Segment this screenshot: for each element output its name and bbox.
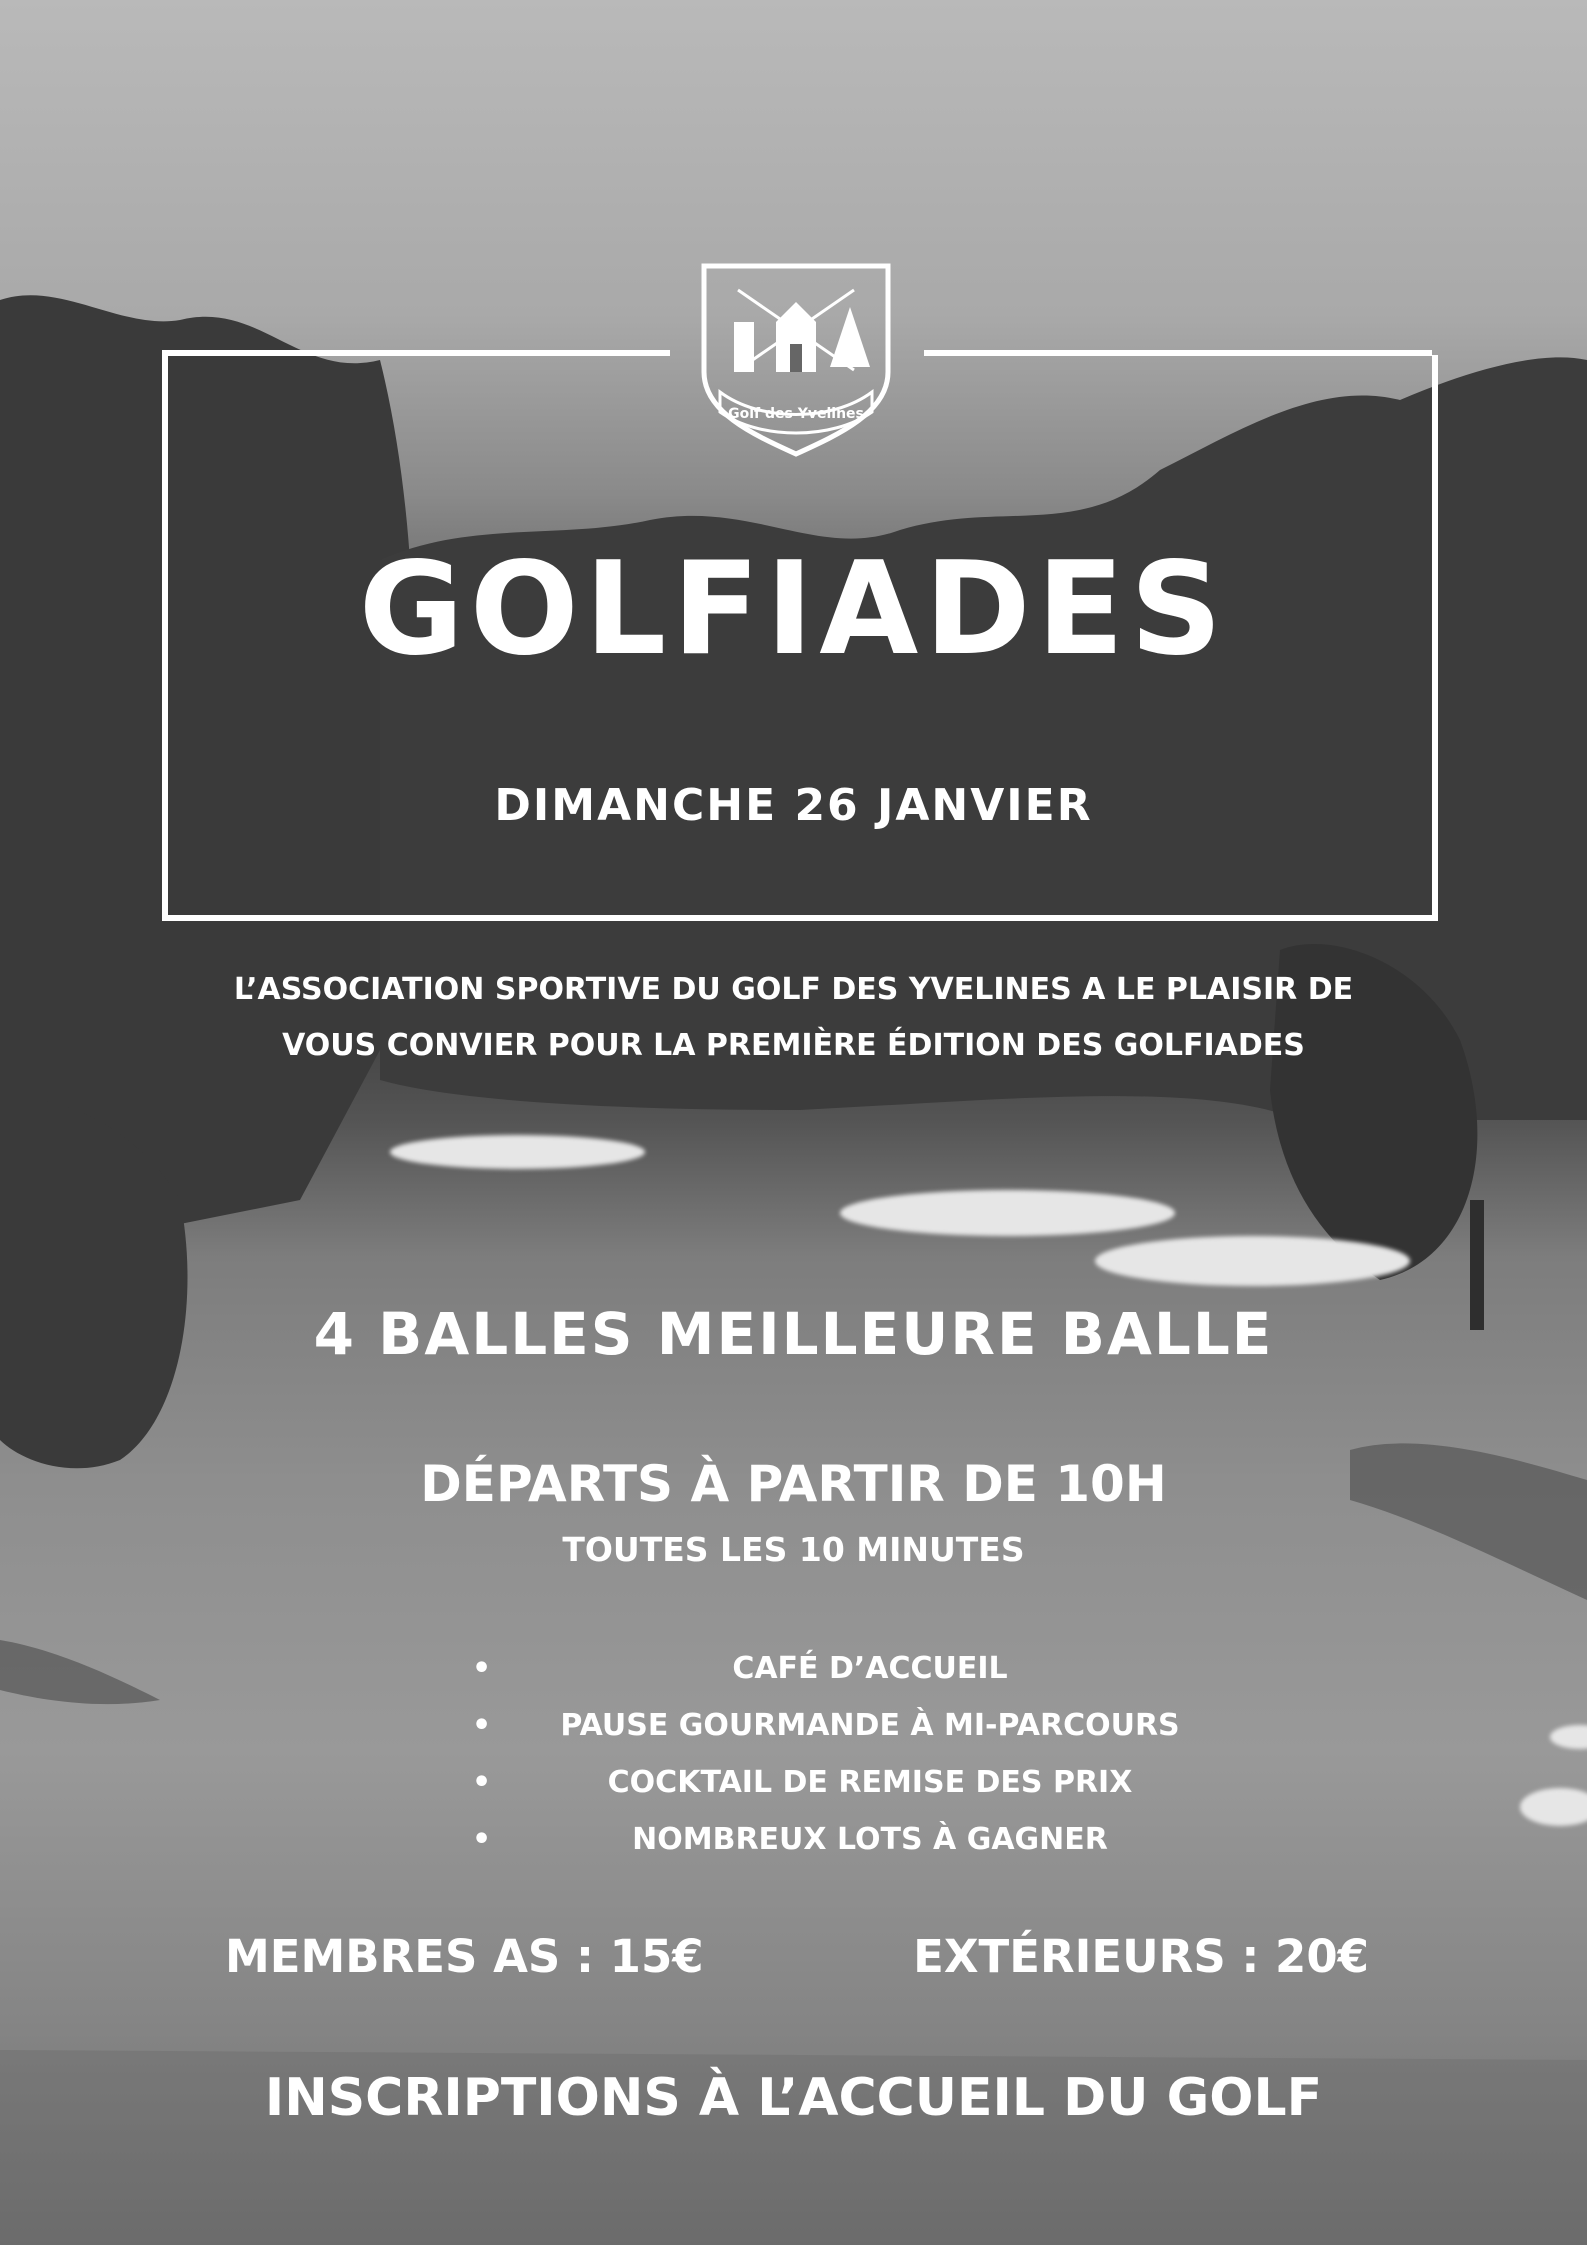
sand-bunker <box>390 1135 645 1169</box>
golf-des-yvelines-logo <box>700 262 892 458</box>
logo-text: Golf des Yvelines <box>728 406 864 422</box>
feature-label: NOMBREUX LOTS À GAGNER <box>632 1822 1108 1857</box>
bullet-icon: • <box>472 1708 492 1743</box>
bullet-icon: • <box>472 1651 492 1686</box>
feature-label: CAFÉ D’ACCUEIL <box>732 1651 1008 1686</box>
list-item <box>460 1811 1220 1868</box>
intro-line: L’ASSOCIATION SPORTIVE DU GOLF DES YVELINES A LE PLAISIR DE <box>233 972 1354 1007</box>
departure-interval: TOUTES LES 10 MINUTES <box>562 1530 1025 1569</box>
sand-bunker <box>840 1190 1175 1236</box>
list-item <box>460 1754 1220 1811</box>
bullet-icon: • <box>472 1765 492 1800</box>
bullet-icon: • <box>472 1822 492 1857</box>
event-title: GOLFIADES <box>358 535 1229 684</box>
registration-info: INSCRIPTIONS À L’ACCUEIL DU GOLF <box>264 2068 1323 2128</box>
features-list <box>460 1640 1220 1868</box>
departure-time: DÉPARTS À PARTIR DE 10H <box>420 1455 1167 1513</box>
event-date: DIMANCHE 26 JANVIER <box>494 780 1093 831</box>
list-item <box>460 1640 1220 1697</box>
external-price: EXTÉRIEURS : 20€ <box>913 1930 1369 1983</box>
feature-label: COCKTAIL DE REMISE DES PRIX <box>607 1765 1133 1800</box>
feature-label: PAUSE GOURMANDE À MI-PARCOURS <box>560 1708 1180 1743</box>
members-price: MEMBRES AS : 15€ <box>225 1930 704 1983</box>
sand-bunker <box>1095 1236 1410 1286</box>
intro-text <box>200 962 1387 1074</box>
game-format: 4 BALLES MEILLEURE BALLE <box>313 1300 1274 1368</box>
list-item <box>460 1697 1220 1754</box>
intro-line: VOUS CONVIER POUR LA PREMIÈRE ÉDITION DES GOLFIADES <box>282 1028 1305 1063</box>
